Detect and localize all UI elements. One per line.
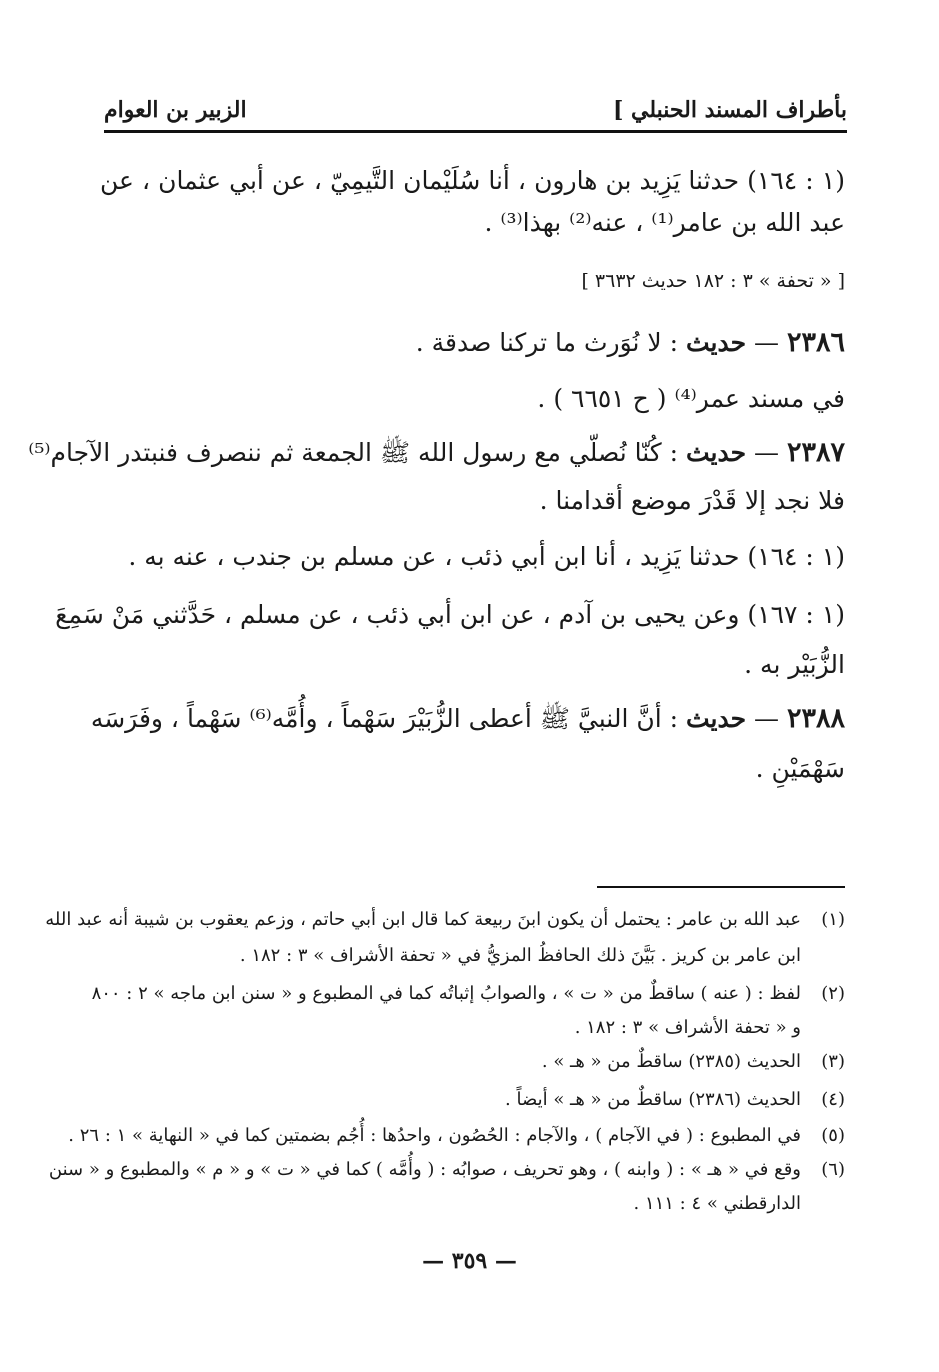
footnote-text: و « تحفة الأشراف » ٣ : ١٨٢ . [574,1017,801,1038]
reference-line: [ « تحفة » ٣ : ١٨٢ حديث ٣٦٣٢ ] [581,270,845,292]
hadith-text: : كُنّا نُصلّي مع رسول الله ﷺ الجمعة ثم ننصرف فنبتدر الآجام⁽⁵⁾ [28,438,679,467]
footnote-text: الدارقطني » ٤ : ١١١ . [633,1193,801,1214]
hadith-text: : لا نُوَرث ما تركنا صدقة . [415,328,679,357]
footnote-text: الحديث (٢٣٨٦) ساقطٌ من « هـ » أيضاً . [505,1089,801,1110]
header-rule [104,130,847,133]
footnote [48,1156,845,1184]
page-number: — ٣٥٩ — [422,1248,517,1274]
footnote [100,1086,845,1114]
footnote-text: الحديث (٢٣٨٥) ساقطٌ من « هـ » . [541,1051,801,1072]
header-chapter-title: الزبير بن العوام [104,97,247,123]
footnote-text: لفظ : ( عنه ) ساقطٌ من « ت » ، والصوابُ إثباتُه كما في المطبوع و « سنن ابن ماجه » ٢ : ٨٠٠ [91,983,801,1004]
isnad-line: (١ : ١٦٧) وعن يحيى بن آدم ، عن ابن أبي ذئب ، عن مسلم ، حَدَّثني مَنْ سَمِعَ [55,600,845,629]
hadith-text-cont: فلا نجد إلا قَدْرَ موضع أقدامنا . [539,486,845,515]
isnad-line: الزُّبَيْر به . [744,650,845,679]
footnote-number: (٢) [821,983,845,1004]
footnote-text: في المطبوع : ( في الآجام ) ، والآجام : الحُصُون ، واحدُها : أُجُم بضمتين كما في « النهاية » ١ : ٢٦ . [68,1125,801,1146]
hadith-2387: ٢٣٨٧ — حديث : كُنّا نُصلّي مع رسول الله ﷺ الجمعة ثم ننصرف فنبتدر الآجام⁽⁵⁾ [28,437,845,468]
footnote [100,1048,845,1076]
hadith-text: : أنَّ النبيَّ ﷺ أعطى الزُّبَيْرَ سَهْماً ، وأُمَّه⁽⁶⁾ سَهْماً ، وفَرَسَه [90,704,679,733]
running-header [104,92,847,128]
footnote [68,1122,845,1150]
footnote-text: عبد الله بن عامر : يحتمل أن يكون ابنَ ربيعة كما قال ابن أبي حاتم ، وزعم يعقوب بن شيبة أنه عبد الله [45,909,801,930]
footnote-rule [597,886,845,888]
hadith-text-cont: سَهْمَيْنِ . [755,754,845,783]
isnad-line: (١ : ١٦٤) حدثنا يَزِيد ، أنا ابن أبي ذئب ، عن مسلم بن جندب ، عنه به . [128,542,845,571]
hadith-number: ٢٣٨٦ [786,327,845,358]
footnote-number: (٤) [821,1089,845,1110]
footnote-text: وقع في « هـ » : ( وابنه ) ، وهو تحريف ، صوابُه : ( وأُمَّه ) كما في « ت » و « م » والمطبوع و « سنن [48,1159,801,1180]
hadith-keyword: حديث [685,704,747,733]
footnote-number: (٣) [821,1051,845,1072]
hadith-2386: ٢٣٨٦ — حديث : لا نُوَرث ما تركنا صدقة . [415,327,845,358]
hadith-number: ٢٣٨٨ [786,703,845,734]
footnote-text: ابن عامر بن كريز . بَيَّنَ ذلك الحافظُ المزيُّ في « تحفة الأشراف » ٣ : ١٨٢ . [239,945,801,966]
reference-line: في مسند عمر⁽⁴⁾ ( ح ٦٦٥١ ) . [537,384,845,413]
footnote [91,980,845,1008]
footnote-number: (١) [821,909,845,930]
footnote [45,906,845,934]
isnad-line: عبد الله بن عامر⁽¹⁾ ، عنه⁽²⁾ بهذا⁽³⁾ . [484,208,845,237]
isnad-line: (١ : ١٦٤) حدثنا يَزِيد بن هارون ، أنا سُلَيْمان التَّيمِيّ ، عن أبي عثمان ، عن [100,166,845,195]
hadith-keyword: حديث [685,328,747,357]
footnote-number: (٥) [821,1125,845,1146]
hadith-number: ٢٣٨٧ [786,437,845,468]
hadith-2388: ٢٣٨٨ — حديث : أنَّ النبيَّ ﷺ أعطى الزُّبَيْرَ سَهْماً ، وأُمَّه⁽⁶⁾ سَهْماً ، وفَرَسَه [90,703,845,734]
hadith-keyword: حديث [685,438,747,467]
header-book-title: بأطراف المسند الحنبلي ] [612,97,847,123]
footnote-number: (٦) [821,1159,845,1180]
